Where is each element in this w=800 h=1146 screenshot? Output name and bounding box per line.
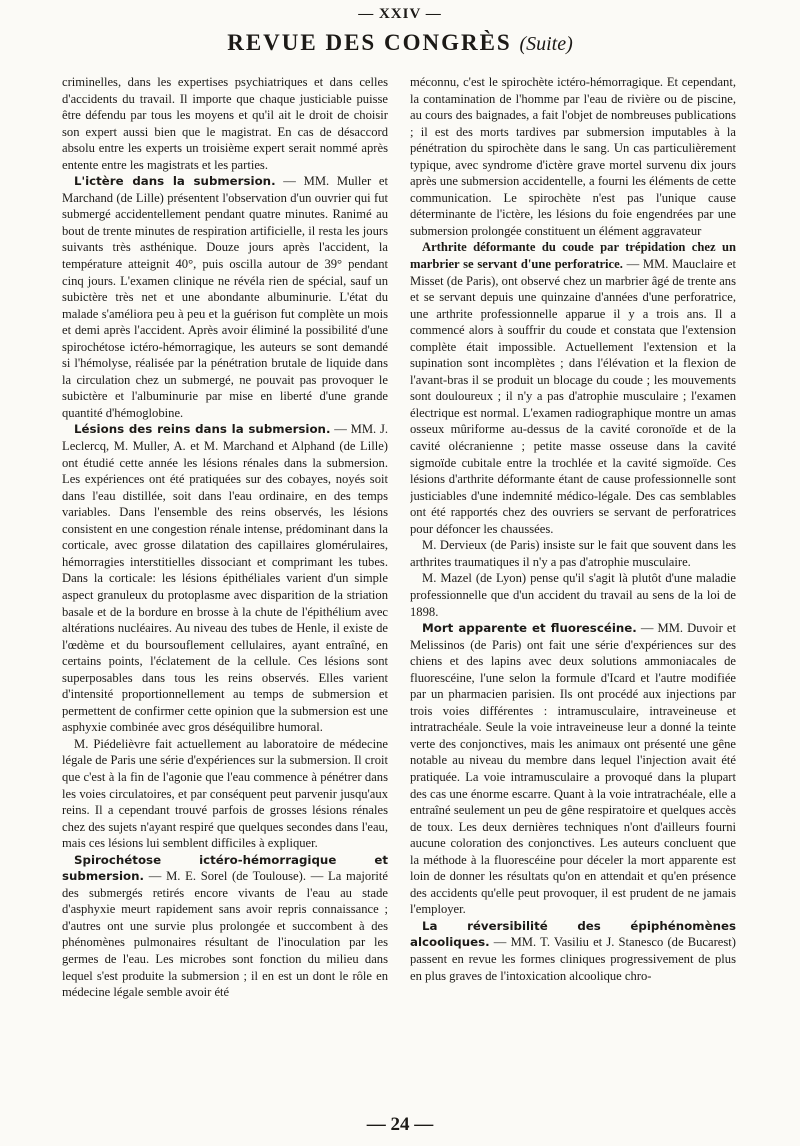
article-body: — MM. T. Vasiliu et J. Stanesco (de Bucarest) passent en revue les formes cliniques progressivement de plus en plus graves de l'intoxication alcoolique chro- xyxy=(410,935,736,983)
right-column xyxy=(410,74,736,1110)
article-body: — M. E. Sorel (de Toulouse). — La majorité des submergés retirés encore vivants de l'eau au stade d'asphyxie meurt rapidement sans avoir repris connaissance ; d'autres ont une survie plus prolongée et succombent à des phénomènes pulmonaires résultant de l'inoculation par les germes de l'eau. Les microbes sont fonction du milieu dans lequel s'est produite la submersion ; il en est un dont le rôle en médecine légale semble avoir été xyxy=(62,869,388,1000)
article-elbow-arthritis xyxy=(410,239,736,537)
article-body: — MM. J. Leclercq, M. Muller, A. et M. Marchand et Alphand (de Lille) ont étudié cette année les lésions rénales dans la submersion. Les expériences ont été pratiquées sur des cobayes, noyés soit dans l'eau distillée, soit dans l'eau ordinaire, en des temps variables. Dans l'ensemble des reins observés, les lésions consistent en une congestion rénale intense, prédominant dans la corticale, avec grosse dilatation des capillaires glomérulaires, hémorragies interstitielles dissociant et comprimant les tubes. Dans la corticale: les lésions épithéliales varient d'un simple aspect granuleux du protoplasme avec disparition de la striation basale et de la bordure en brosse à la chute de l'épithélium avec altérations nucléaires. Au niveau des tubes de Henle, il existe de l'œdème et du boursouflement cellulaires, ayant entraîné, en certains points, l'éclatement de la cellule. Ces lésions sont superposables dans tous les reins observés. Elles varient d'intensité proportionnellement au temps de submersion et permettent de confirmer cette opinion que la submersion est une asphyxie combinée avec gros déséquilibre humoral. xyxy=(62,422,388,735)
article-icterus-submersion xyxy=(62,173,388,421)
left-column xyxy=(62,74,388,1110)
article-apparent-death xyxy=(410,620,736,918)
article-kidney-lesions xyxy=(62,421,388,735)
article-continuation: criminelles, dans les expertises psychiatriques et dans celles d'accidents du travail. Il importe que chaque justiciable puisse être défendu par tous les moyens et qu'il ait le droit de choisir son expert aussi bien que le magistrat. En cas de désaccord absolu entre les experts un troisième expert serait nommé après entente entre les magistrats et les parties. xyxy=(62,75,388,172)
article-body: — MM. Muller et Marchand (de Lille) présentent l'observation d'un ouvrier qui fut submergé accidentellement pendant quatre minutes. Ranimé au bout de trente minutes de respiration artificielle, il resta les jours suivants très asthénique. Douze jours après l'accident, la température atteignit 40°, puis oscilla autour de 39° pendant cinq jours. L'examen clinique ne révéla rien de spécial, sauf un subictère très net et une abondante albuminurie. L'état du malade s'améliora peu à peu et la guérison fut complète un mois et demi après l'accident. Après avoir éliminé la possibilité d'une spirochétose ictéro-hémorragique, les auteurs se sont demandé si l'hémolyse, réalisée par la pénétration brutale de liquide dans la circulation chez un submergé, ne pouvait pas provoquer le subictère et l'albuminurie par mise en liberté d'une grande quantité d'hémoglobine. xyxy=(62,174,388,420)
article-title: La réversibilité des épiphénomènes alcooliques. xyxy=(410,918,736,950)
article-title: Spirochétose ictéro-hémorragique et submersion. xyxy=(62,852,388,884)
article-alcohol-reversibility xyxy=(410,918,736,984)
article-spirochetosis xyxy=(62,852,388,1001)
article-continuation: méconnu, c'est le spirochète ictéro-hémorragique. Et cependant, la contamination de l'homme par l'eau de rivière ou de piscine, au cours des baignades, a fait l'objet de nombreuses publications ; il est des morts tardives par submersion imputables à la pénétration du spirochète dans le sang. Un cas particulièrement typique, avec syndrome d'ictère grave mortel survenu dix jours après une submersion accidentelle, a fourni les éléments de cette communication. Le spirochète n'est pas l'unique cause déterminante de l'ictère, les lésions du foie engendrées par une submersion prolongée constituent un élément aggravateur xyxy=(410,75,736,238)
page-number: — 24 — xyxy=(366,1114,434,1135)
article-title: Lésions des reins dans la submersion. xyxy=(74,422,331,437)
page-title xyxy=(0,30,800,56)
article-title: L'ictère dans la submersion. xyxy=(74,174,276,189)
page-header xyxy=(0,0,800,74)
article-title: Arthrite déformante du coude par trépidation chez un marbrier se servant d'une perforatrice. xyxy=(410,240,736,272)
page-title-main: REVUE DES CONGRÈS xyxy=(227,30,512,55)
article-title: Mort apparente et fluorescéine. xyxy=(422,621,637,636)
article-body: — MM. Duvoir et Melissinos (de Paris) ont fait une série d'expériences sur des chiens et des lapins avec deux solutions ammoniacales de fluorescéine, l'une selon la formule d'Icard et l'autre modifiée par un pharmacien parisien. Ils ont procédé aux injections par trois voies différentes : intramusculaire, intraveineuse et intratrachéale. Seule la voie intraveineuse leur a donné la teinte verte des conjonctives, mais les animaux ont présenté une gêne notable au niveau du membre dans lequel l'injection avait été pratiquée. La voie intramusculaire a provoqué dans la plupart des cas une énorme escarre. Quant à la voie intratrachéale, elle a entraîné seulement un peu de gêne respiratoire et quelques accès de toux. Les deux dernières techniques n'ont d'ailleurs fourni aucune coloration des conjonctives. Les auteurs concluent que la méthode à la fluorescéine pour déceler la mort apparente est loin de donner les résultats qu'on en attendait et qu'en présence des accidents qu'elle peut provoquer, il est prudent de ne jamais l'employer. xyxy=(410,621,736,917)
paragraph-piedelievre: M. Piédelièvre fait actuellement au laboratoire de médecine légale de Paris une série d'expériences sur la submersion. Il croit que c'est à la fin de l'agonie que l'eau commence à pénétrer dans les voies circulatoires, et par conséquent peut parvenir jusqu'aux reins. Il a cependant trouvé parfois de grosses lésions rénales chez des sujets n'ayant respiré que quelques secondes dans l'eau, mais ces lésions lui semblent difficiles à expliquer. xyxy=(62,736,388,851)
section-page-number: — XXIV — xyxy=(358,6,442,22)
paragraph-mazel: M. Mazel (de Lyon) pense qu'il s'agit là plutôt d'une maladie professionnelle que d'un accident du travail au sens de la loi de 1898. xyxy=(410,571,736,619)
page-title-suffix: (Suite) xyxy=(519,33,573,55)
article-body: — MM. Mauclaire et Misset (de Paris), ont observé chez un marbrier âgé de trente ans et se servant depuis une quinzaine d'années d'une perforatrice, une arthrite professionnelle apparue il y a trois ans. Il a commencé alors à souffrir du coude et constata que l'extension complète était impossible. Actuellement l'extension et la supination sont incomplètes ; dans l'élévation et la flexion de l'avant-bras il se produit un blocage du coude ; les mouvements sont douloureux ; il n'y a pas d'atrophie musculaire ; l'examen électrique est normal. L'examen radiographique montre un amas osseux mûriforme au-dessus de la cavité coronoïde et de la cavité olécranienne ; petite masse osseuse dans la cavité sigmoïde cubitale entre la trochlée et la cavité sigmoïde. Ces lésions d'arthrite déformante étant de cause professionnelle sont justiciables d'une indemnité médico-légale. Des cas semblables ont été rapportés chez des ouvriers se servant de perforatrices pour défoncer les chaussées. xyxy=(410,257,736,536)
paragraph-dervieux: M. Dervieux (de Paris) insiste sur le fait que souvent dans les arthrites traumatiques il n'y a pas d'atrophie musculaire. xyxy=(410,538,736,569)
